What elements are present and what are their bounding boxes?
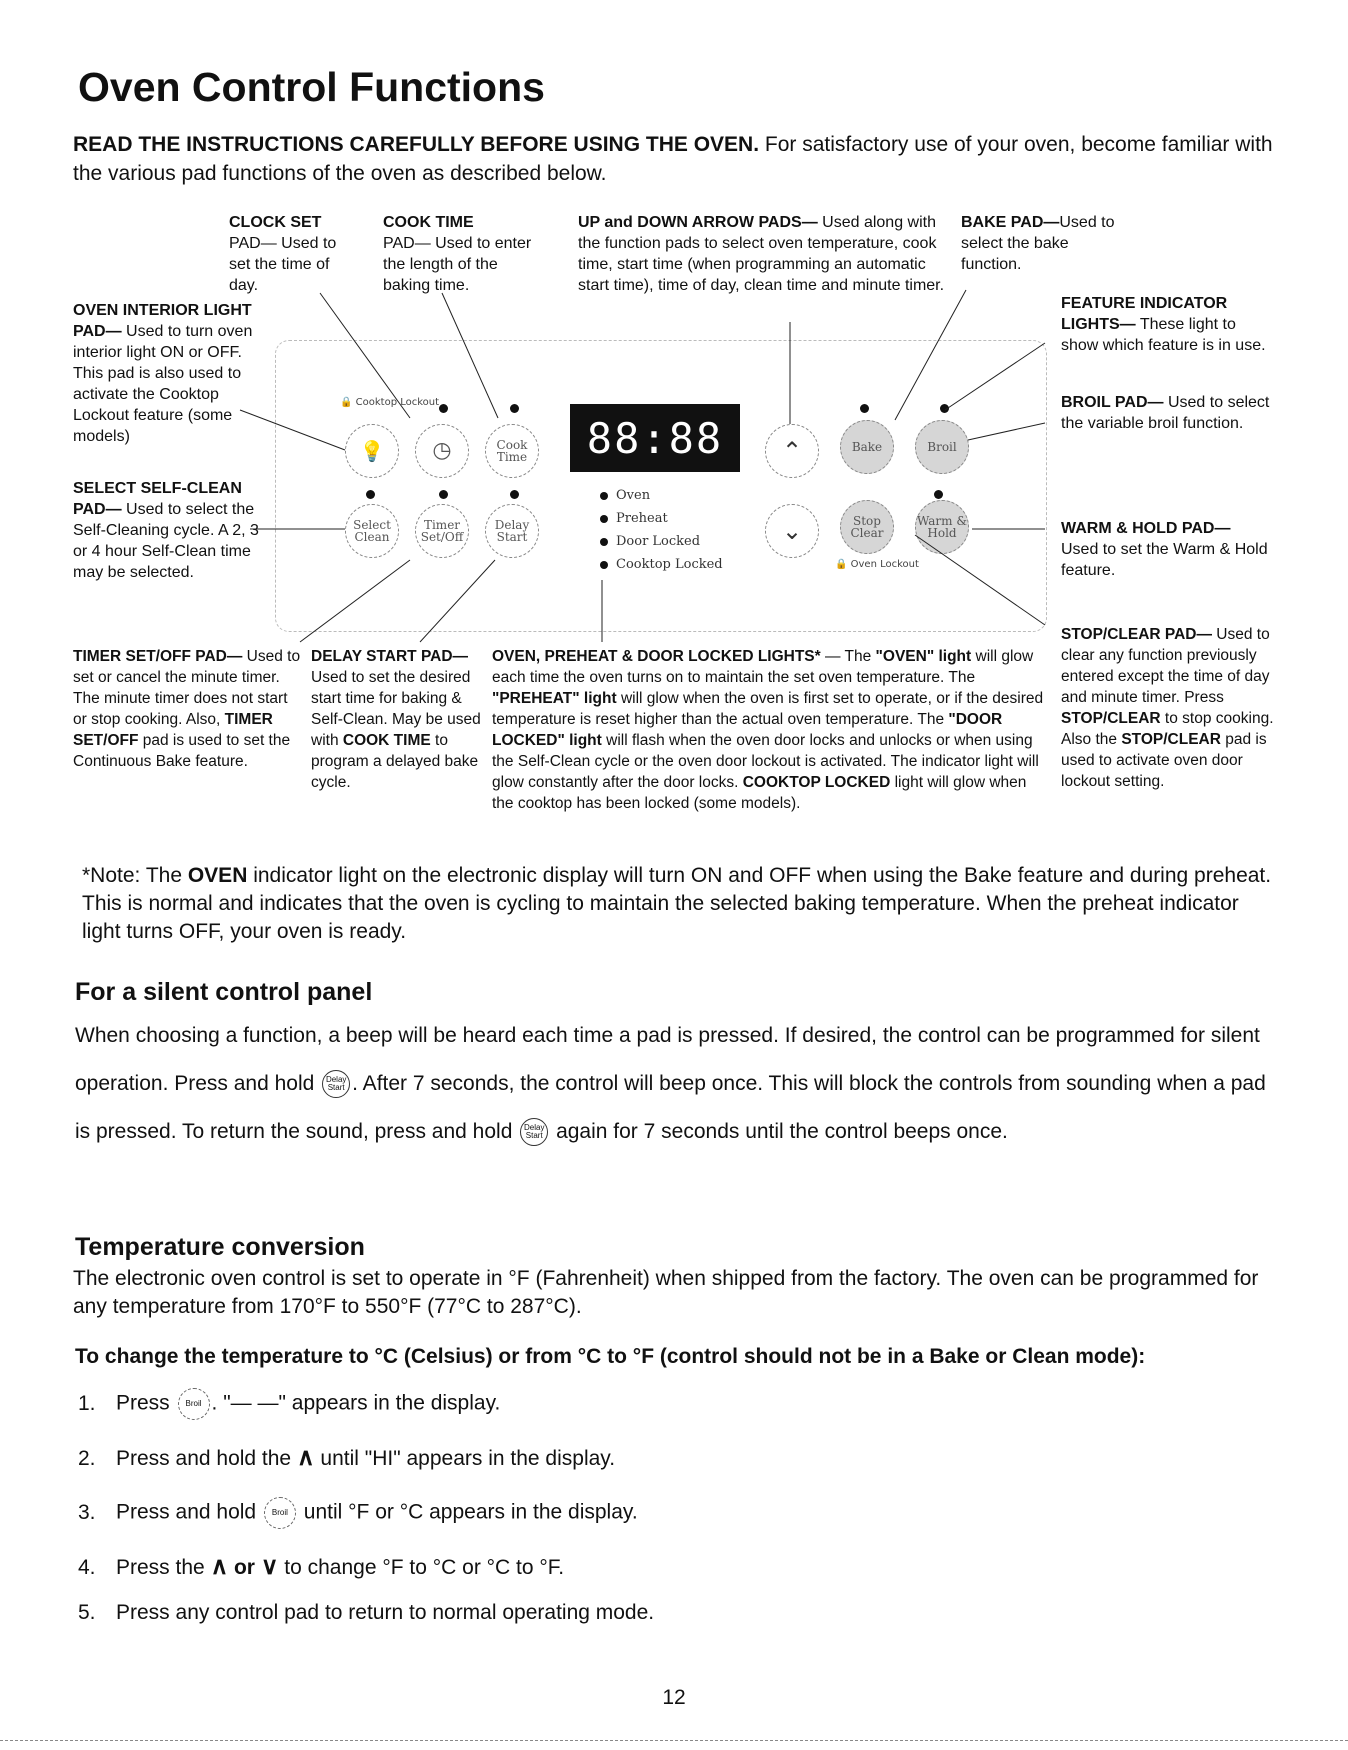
page-number: 12 bbox=[662, 1686, 686, 1709]
cook-time-button[interactable]: Cook Time bbox=[485, 424, 539, 478]
warm-hold-button[interactable]: Warm & Hold bbox=[915, 500, 969, 554]
silent-panel-paragraph: When choosing a function, a beep will be heard each time a pad is pressed. If desired, the control can be programmed for silent operation. Press and hold Delay Start . After 7 seconds, the control will beep once. This will block the controls from sounding when a pad is pressed. To return the sound, press and hold Delay Start again for 7 seconds until the control beeps once. bbox=[75, 1012, 1275, 1156]
oven-lights-label: OVEN, PREHEAT & DOOR LOCKED LIGHTS* — The "OVEN" light will glow each time the oven turns on to maintain the set oven temperature. The "PREHEAT" light will glow when the oven is first set to operate, or if the desired temperature is reset higher than the actual oven temperature. The "DOOR LOCKED" light will flash when the oven door locks and unlocks or when using the Self-Clean cycle or the oven door lockout is activated. The indicator light will glow constantly after the door locks. COOKTOP LOCKED light will glow when the cooktop has been locked (some models). bbox=[492, 648, 1044, 812]
arrow-pads-label: UP and DOWN ARROW PADS— Used along with the function pads to select oven temperature, cook time, start time (when programming an automatic start time), time of day, clean time and minute timer. bbox=[578, 214, 945, 294]
oven-lockout-label: 🔒 Oven Lockout bbox=[835, 559, 919, 570]
bake-pad-label: BAKE PAD—Used to select the bake function. bbox=[961, 214, 1115, 273]
stop-clear-button[interactable]: Stop Clear bbox=[840, 500, 894, 554]
cooktop-locked-indicator: Cooktop Locked bbox=[600, 557, 723, 572]
step-2: 2. Press and hold the ∧ until "HI" appears in the display. bbox=[78, 1444, 616, 1471]
delay-start-pad-icon: Delay Start bbox=[322, 1070, 350, 1098]
up-arrow-icon: ⌃ bbox=[781, 437, 803, 465]
delay-start-label: DELAY START PAD— Used to set the desired start time for baking & Self-Clean. May be used with COOK TIME to program a delayed bake cycle. bbox=[311, 648, 481, 791]
self-clean-label: SELECT SELF-CLEAN PAD— Used to select the Self-Cleaning cycle. A 2, 3 or 4 hour Self-Clean time may be selected. bbox=[73, 480, 259, 581]
warm-hold-label: WARM & HOLD PAD— Used to set the Warm & Hold feature. bbox=[1061, 520, 1268, 579]
conversion-subheading: To change the temperature to °C (Celsius) or from °C to °F (control should not be in a Bake or Clean mode): bbox=[75, 1345, 1146, 1368]
oven-light-label: OVEN INTERIOR LIGHT PAD— Used to turn oven interior light ON or OFF. This pad is also used to activate the Cooktop Lockout feature (some models) bbox=[73, 302, 253, 445]
timer-button[interactable]: Timer Set/Off bbox=[415, 504, 469, 558]
lock-icon: 🔒 bbox=[340, 397, 353, 408]
temperature-paragraph: The electronic oven control is set to operate in °F (Fahrenheit) when shipped from the factory. The oven can be programmed for any temperature from 170°F to 550°F (77°C to 287°C). bbox=[73, 1267, 1259, 1318]
step-5: 5. Press any control pad to return to normal operating mode. bbox=[78, 1601, 655, 1624]
clock-display: 88:88 bbox=[570, 404, 740, 472]
cook-time-label: COOK TIME PAD— Used to enter the length of the baking time. bbox=[383, 214, 532, 294]
lock-icon: 🔒 bbox=[835, 559, 848, 570]
broil-pad-icon: Broil bbox=[178, 1388, 210, 1420]
bake-button[interactable]: Bake bbox=[840, 420, 894, 474]
broil-pad-icon: Broil bbox=[264, 1497, 296, 1529]
clock-set-label: CLOCK SET PAD— Used to set the time of day. bbox=[229, 214, 337, 294]
intro-warning: READ THE INSTRUCTIONS CAREFULLY BEFORE USING THE OVEN. bbox=[73, 133, 760, 156]
silent-panel-heading: For a silent control panel bbox=[75, 978, 373, 1006]
oven-indicator: Oven bbox=[600, 488, 650, 503]
door-locked-indicator: Door Locked bbox=[600, 534, 700, 549]
oven-indicator-note: *Note: The OVEN indicator light on the electronic display will turn ON and OFF when using the Bake feature and during preheat. This is normal and indicates that the oven is cycling to maintain the selected baking temperature. When the preheat indicator light turns OFF, your oven is ready. bbox=[82, 864, 1272, 943]
step-1: 1. Press Broil . "— —" appears in the display. bbox=[78, 1388, 500, 1420]
down-arrow-icon: ∨ bbox=[260, 1553, 279, 1580]
step-3: 3. Press and hold Broil until °F or °C appears in the display. bbox=[78, 1497, 638, 1529]
temperature-heading: Temperature conversion bbox=[75, 1233, 365, 1261]
intro-text: For satisfactory use of your oven, become familiar with the various pad functions of the oven as described below. bbox=[73, 133, 1273, 185]
stop-clear-label: STOP/CLEAR PAD— Used to clear any function previously entered except the time of day and minute timer. Press STOP/CLEAR to stop cooking. Also the STOP/CLEAR pad is used to activate oven door lockout setting. bbox=[1061, 626, 1274, 790]
page-bottom-rule bbox=[0, 1740, 1348, 1741]
step-4: 4. Press the ∧ or ∨ to change °F to °C or °C to °F. bbox=[78, 1553, 565, 1580]
delay-start-pad-icon: Delay Start bbox=[520, 1118, 548, 1146]
page-title: Oven Control Functions bbox=[78, 64, 545, 110]
lightbulb-icon: 💡 bbox=[359, 439, 385, 463]
clock-icon: ◷ bbox=[432, 438, 452, 463]
feature-lights-label: FEATURE INDICATOR LIGHTS— These light to show which feature is in use. bbox=[1061, 295, 1266, 354]
delay-start-button[interactable]: Delay Start bbox=[485, 504, 539, 558]
timer-pad-label: TIMER SET/OFF PAD— Used to set or cancel the minute timer. The minute timer does not start or stop cooking. Also, TIMER SET/OFF pad is used to set the Continuous Bake feature. bbox=[73, 648, 301, 770]
up-arrow-icon: ∧ bbox=[296, 1444, 315, 1471]
broil-pad-label: BROIL PAD— Used to select the variable broil function. bbox=[1061, 394, 1270, 432]
broil-button[interactable]: Broil bbox=[915, 420, 969, 474]
down-arrow-icon: ⌄ bbox=[781, 517, 803, 545]
preheat-indicator: Preheat bbox=[600, 511, 668, 526]
up-arrow-icon: ∧ bbox=[210, 1553, 229, 1580]
select-clean-button[interactable]: Select Clean bbox=[345, 504, 399, 558]
cooktop-lockout-label: 🔒 Cooktop Lockout bbox=[340, 397, 440, 408]
